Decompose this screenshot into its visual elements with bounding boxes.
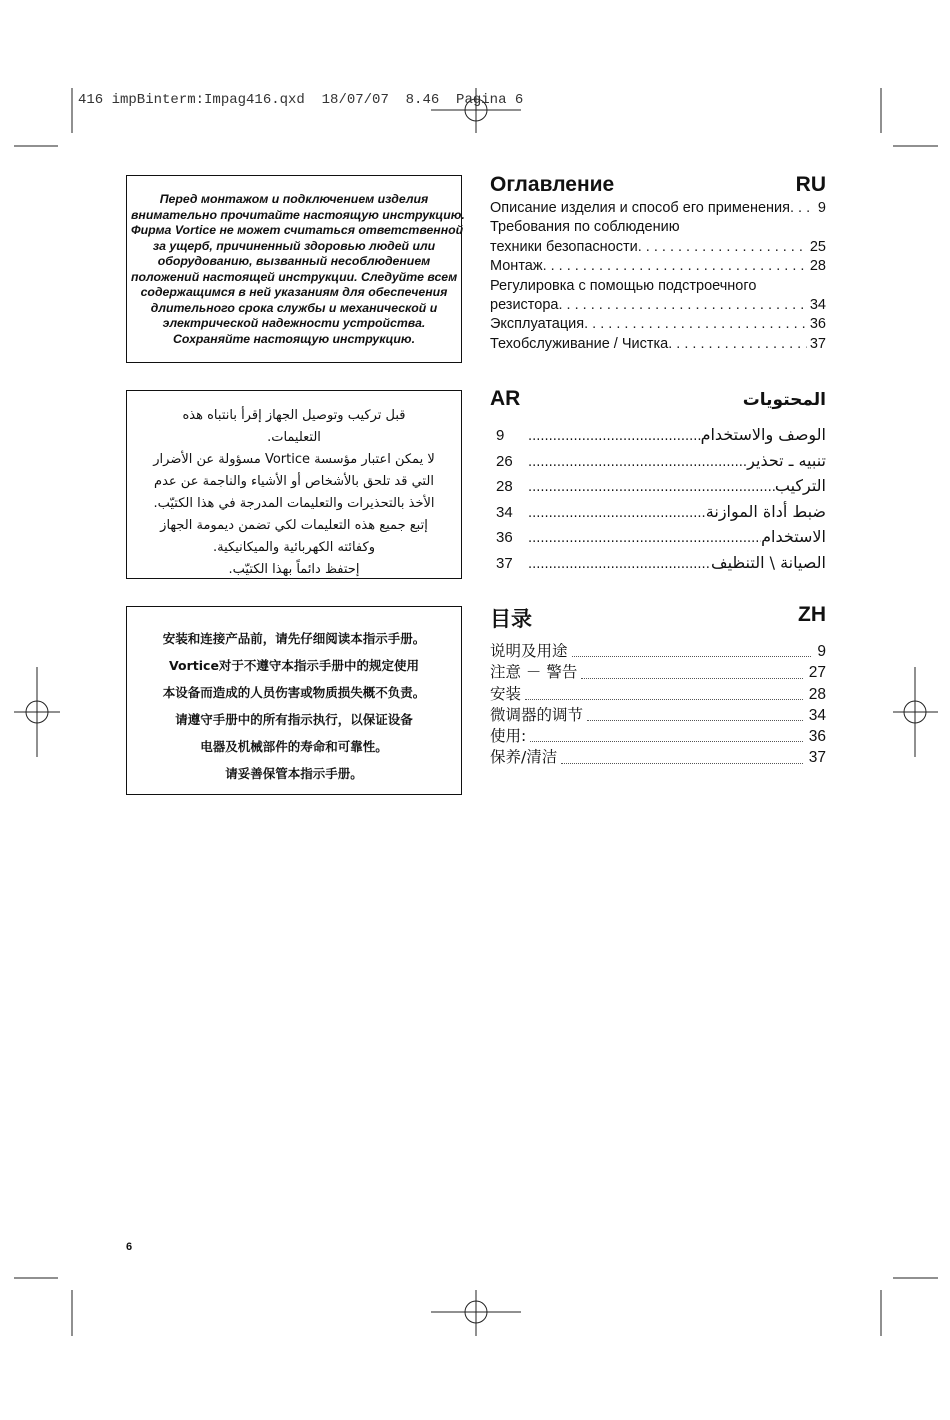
- toc-item-page: 28: [808, 685, 826, 703]
- toc-item: [490, 315, 826, 334]
- toc-item-page: 37: [809, 335, 826, 352]
- toc-item: [490, 747, 826, 768]
- toc-item-page: 9: [817, 200, 826, 216]
- leader-dots: [543, 257, 807, 276]
- leader-dots: [572, 656, 812, 657]
- toc-ru: [490, 173, 826, 354]
- leader-dots: [530, 741, 803, 742]
- notice-line: 本设备而造成的人员伤害或物质损失概不负责。: [162, 685, 426, 700]
- notice-line: التي قد تلحق بالأشخاص أو الأشياء والناجمة عن عدم: [154, 474, 434, 489]
- notice-line: 请遵守手册中的所有指示执行，以保证设备: [175, 712, 413, 727]
- toc-item-label: 保养/清洁: [490, 748, 558, 767]
- toc-item-label: техники безопасности: [490, 238, 638, 255]
- notice-line: الأخذ بالتحذيرات والتعليمات المدرجة في هذا الكتيّب.: [153, 496, 435, 511]
- leader-dots: [528, 451, 747, 475]
- toc-item-page: 9: [817, 643, 826, 660]
- toc-item-page: 34: [808, 706, 826, 724]
- leader-dots: [528, 425, 701, 449]
- toc-item-page: 34: [809, 297, 826, 314]
- toc-item: [490, 449, 826, 475]
- toc-item: [490, 218, 826, 237]
- toc-item: [490, 277, 826, 296]
- notice-box-ru: [126, 175, 465, 363]
- toc-item: [490, 726, 826, 747]
- toc-zh: [490, 603, 826, 769]
- toc-item-page: 34: [496, 503, 513, 521]
- notice-line: оборудованию, вызванный несоблюдением: [157, 254, 431, 268]
- language-code: ZH: [798, 603, 826, 626]
- toc-item-label: الصيانة \ التنظيف: [711, 552, 826, 572]
- toc-ar: [490, 387, 826, 576]
- notice-line: Сохраняйте настоящую инструкцию.: [173, 331, 415, 346]
- toc-item-label: Монтаж: [490, 258, 543, 275]
- toc-item-label: Требования по соблюдению: [490, 219, 680, 236]
- toc-item: [490, 525, 826, 551]
- toc-item-page: 9: [496, 427, 505, 444]
- notice-box-ar: [126, 390, 462, 579]
- leader-dots: [790, 199, 815, 218]
- notice-line: длительного срока службы и механической и: [150, 300, 438, 315]
- toc-item: [490, 500, 826, 526]
- toc-item-label: الوصف والاستخدام: [700, 425, 826, 444]
- notice-line: Vortice对于不遵守本指示手册中的规定使用: [169, 658, 419, 673]
- notice-line: لا يمكن اعتبار مؤسسة Vortice مسؤولة عن الأضرار: [153, 452, 435, 467]
- leader-dots: [561, 763, 803, 764]
- notice-line: 电器及机械部件的寿命和可靠性。: [200, 739, 388, 754]
- toc-item-page: 37: [808, 749, 826, 767]
- notice-line: Перед монтажом и подключением изделия: [159, 192, 429, 206]
- toc-title: المحتويات: [742, 390, 826, 410]
- toc-item-label: Описание изделия и способ его применения: [490, 200, 790, 216]
- toc-item-page: 36: [496, 529, 513, 546]
- toc-item-label: 使用:: [490, 727, 527, 746]
- toc-item-label: 说明及用途: [490, 642, 568, 660]
- toc-header: [490, 173, 826, 199]
- toc-item-page: 26: [496, 452, 513, 470]
- toc-list: [490, 641, 826, 769]
- toc-item: [490, 474, 826, 500]
- notice-line: за ущерб, причиненный здоровью людей или: [152, 238, 436, 253]
- notice-box-zh: [126, 606, 462, 795]
- toc-item: [490, 199, 826, 218]
- toc-list: [490, 199, 826, 354]
- toc-item: [490, 423, 826, 449]
- toc-item: [490, 684, 826, 705]
- leader-dots: [528, 553, 711, 577]
- notice-line: содержащимся в ней указаниям для обеспечения: [140, 285, 448, 299]
- toc-item-page: 25: [809, 238, 826, 255]
- notice-line: وكفائته الكهربائية والميكانيكية.: [213, 540, 375, 555]
- language-code: AR: [490, 387, 521, 410]
- toc-item-label: ضبط أداة الموازنة: [705, 501, 826, 521]
- toc-header: [490, 387, 826, 413]
- toc-item-label: 微调器的调节: [490, 705, 584, 724]
- toc-item-label: تنبيه ـ تحذير: [747, 450, 826, 470]
- toc-item: [490, 335, 826, 354]
- notice-line: قبل تركيب وتوصيل الجهاز إقرأ بانتباه هذه: [182, 408, 406, 423]
- notice-line: положений настоящей инструкции. Следуйте всем: [131, 269, 458, 284]
- toc-item-page: 36: [809, 316, 826, 333]
- notice-line: электрической надежности устройства.: [162, 316, 426, 330]
- notice-line: إحتفظ دائماً بهذا الكتيّب.: [228, 562, 360, 577]
- toc-item-label: Эксплуатация: [490, 316, 585, 333]
- toc-header: [490, 603, 826, 629]
- toc-item: [490, 238, 826, 257]
- leader-dots: [581, 678, 802, 679]
- toc-item-label: 安装: [490, 684, 522, 703]
- print-slug: 416 impBinterm:Impag416.qxd 18/07/07 8.46 Pagina 6: [78, 92, 524, 108]
- leader-dots: [584, 315, 807, 334]
- leader-dots: [587, 720, 803, 721]
- toc-item-label: التركيب: [774, 476, 826, 495]
- toc-item: [490, 641, 826, 662]
- toc-item-label: Регулировка с помощью подстроечного: [490, 277, 757, 294]
- leader-dots: [528, 527, 761, 551]
- toc-item-page: 37: [496, 554, 513, 572]
- leader-dots: [558, 296, 806, 315]
- toc-item-label: الاستخدام: [761, 527, 826, 546]
- toc-item-page: 28: [496, 478, 513, 495]
- toc-title: 目录: [490, 607, 532, 631]
- leader-dots: [525, 699, 803, 700]
- toc-item: [490, 296, 826, 315]
- toc-item: [490, 705, 826, 726]
- toc-list: [490, 423, 826, 576]
- notice-line: 安装和连接产品前，请先仔细阅读本指示手册。: [162, 631, 426, 646]
- notice-line: внимательно прочитайте настоящую инструкцию.: [131, 207, 465, 222]
- leader-dots: [528, 476, 775, 500]
- toc-item-page: 28: [809, 258, 826, 275]
- notice-line: 请妥善保管本指示手册。: [225, 766, 363, 781]
- toc-item-label: резистора: [490, 297, 559, 314]
- notice-line: Фирма Vortice не может считаться ответственной: [131, 223, 464, 237]
- leader-dots: [638, 238, 807, 257]
- toc-item-label: 注意 － 警告: [490, 663, 578, 682]
- toc-item: [490, 662, 826, 683]
- toc-item-page: 27: [808, 664, 826, 682]
- toc-title: Оглавление: [490, 173, 615, 196]
- toc-item: [490, 257, 826, 276]
- notice-line: إتبع جميع هذه التعليمات لكي تضمن ديمومة الجهاز: [160, 518, 428, 533]
- leader-dots: [668, 335, 807, 354]
- toc-item-label: Техобслуживание / Чистка: [490, 335, 669, 352]
- language-code: RU: [795, 173, 826, 196]
- toc-item-page: 36: [808, 728, 826, 746]
- toc-item: [490, 551, 826, 577]
- notice-line: التعليمات.: [267, 430, 321, 445]
- leader-dots: [528, 502, 706, 526]
- page-number: 6: [126, 1241, 133, 1253]
